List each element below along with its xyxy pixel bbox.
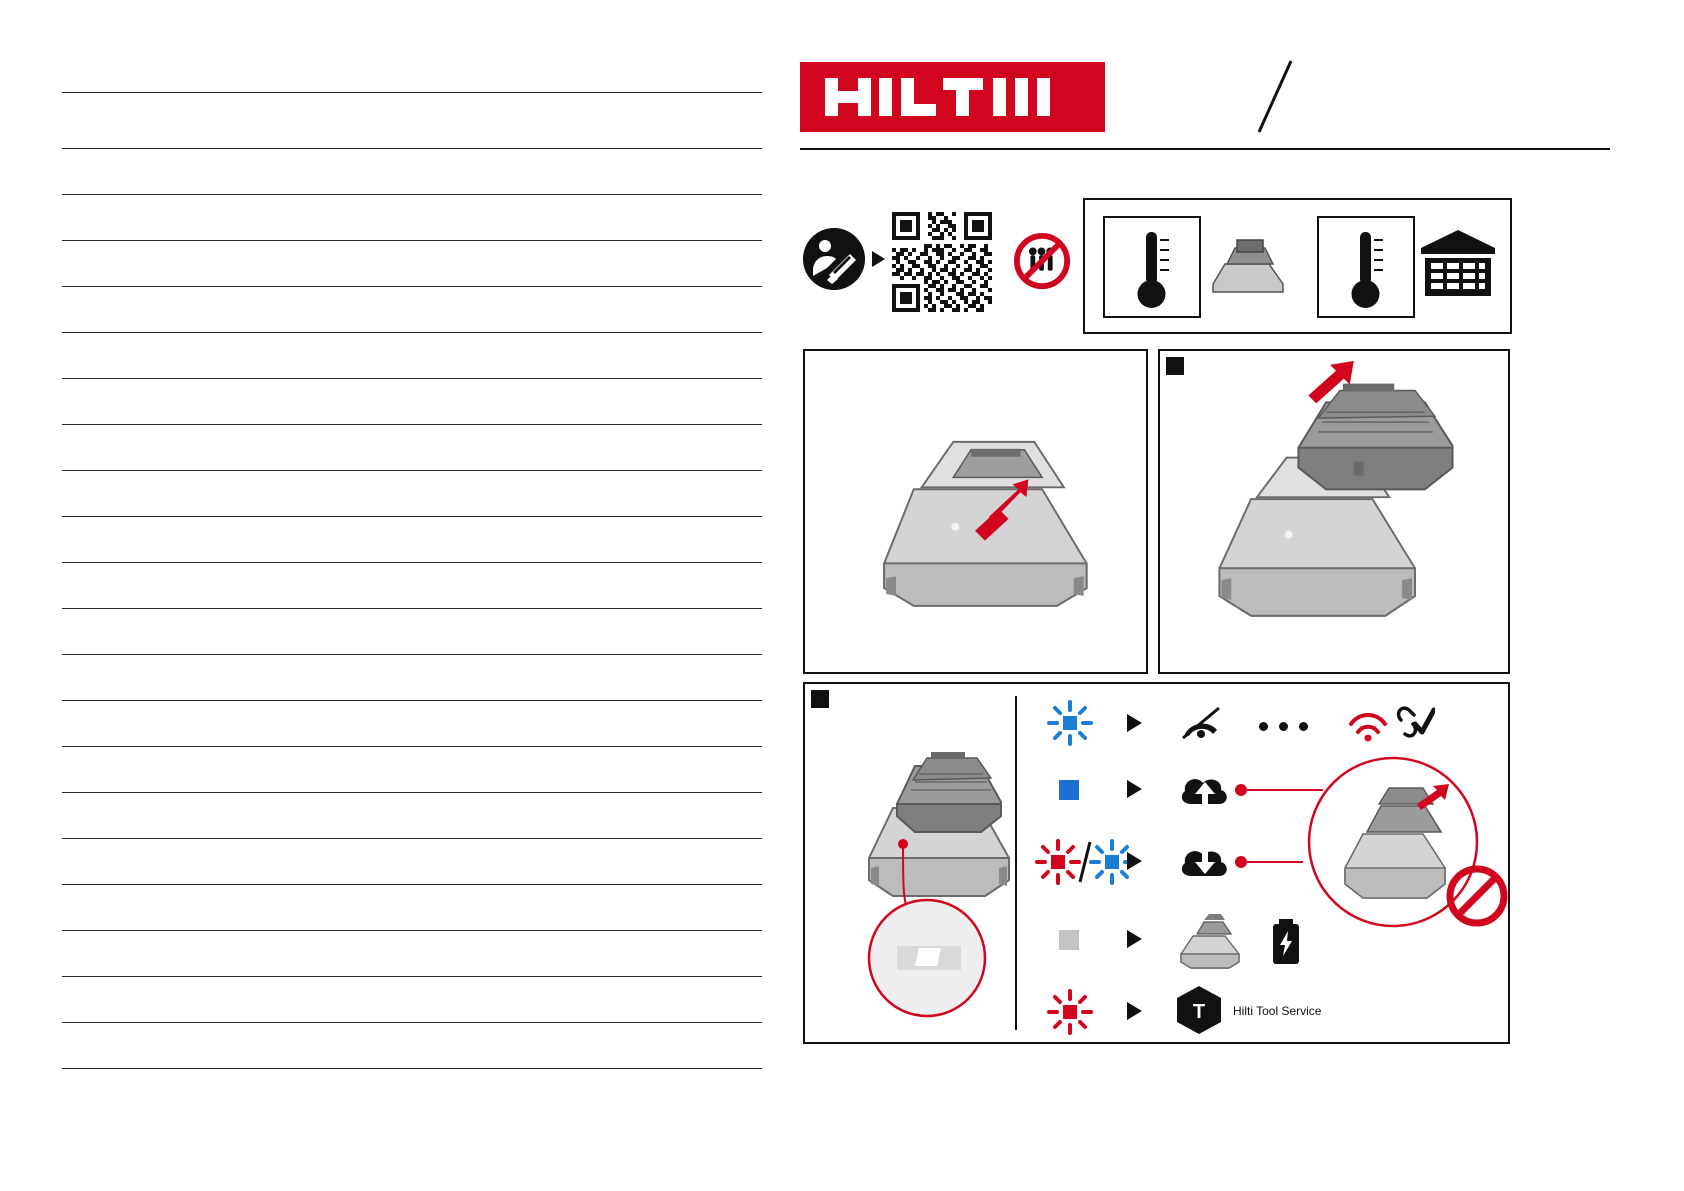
rule-line	[62, 332, 762, 333]
legend-divider	[1015, 696, 1017, 1030]
panel-insert-battery	[803, 349, 1148, 674]
charger-led-detail-illustration	[841, 708, 1031, 1028]
battery-charging-icon	[1269, 918, 1303, 966]
red-flashing-led-icon	[1047, 988, 1093, 1036]
legend-row	[1027, 984, 1507, 1046]
link-check-icon	[1393, 700, 1435, 742]
rule-line	[62, 424, 762, 425]
arrow-right-icon	[1127, 780, 1142, 798]
rule-line	[62, 240, 762, 241]
do-not-remove-callout	[1295, 756, 1515, 936]
rule-line	[62, 286, 762, 287]
rule-line	[62, 838, 762, 839]
temperature-conditions-box	[1083, 198, 1512, 334]
rule-line	[62, 1068, 762, 1069]
grey-off-led-icon	[1057, 928, 1081, 952]
callout-line-download	[1233, 850, 1303, 874]
rule-line	[62, 194, 762, 195]
rule-line	[62, 516, 762, 517]
charger-remove-illustration	[1160, 351, 1508, 672]
rule-line	[62, 792, 762, 793]
dots-progress-icon	[1259, 718, 1319, 736]
legend-row	[1027, 912, 1507, 974]
rule-line	[62, 930, 762, 931]
qr-code	[892, 212, 992, 312]
read-operating-instructions-icon	[803, 228, 865, 290]
legend-row	[1027, 692, 1507, 754]
panel-led-status	[803, 682, 1510, 1044]
thermometer-icon	[1319, 218, 1413, 316]
blue-flashing-led-icon	[1047, 700, 1093, 746]
cloud-upload-icon	[1177, 766, 1233, 814]
rule-line	[62, 746, 762, 747]
rule-line	[62, 700, 762, 701]
rule-line	[62, 378, 762, 379]
tool-service-label: Hilti Tool Service	[1233, 1004, 1322, 1018]
no-connection-icon	[1179, 704, 1223, 742]
rule-line	[62, 884, 762, 885]
charger-icon	[1173, 914, 1249, 970]
thermometer-frame-charging	[1103, 216, 1201, 318]
rule-line	[62, 470, 762, 471]
symbol-row	[800, 190, 1610, 335]
hilti-tool-service-icon	[1173, 984, 1225, 1036]
ruled-writing-area	[62, 92, 762, 1052]
arrow-right-icon	[1127, 930, 1142, 948]
arrow-right-icon	[1127, 714, 1142, 732]
thermometer-frame-storage	[1317, 216, 1415, 318]
blue-steady-led-icon	[1057, 778, 1081, 802]
storage-building-icon	[1419, 228, 1497, 300]
rule-line	[62, 148, 762, 149]
rule-line	[62, 1022, 762, 1023]
charger-insert-illustration	[805, 351, 1146, 672]
play-arrow-icon	[872, 251, 885, 267]
rule-line	[62, 976, 762, 977]
red-flashing-led-icon	[1035, 838, 1081, 886]
led-status-legend	[1027, 692, 1507, 1037]
rule-line	[62, 654, 762, 655]
hilti-logo	[800, 62, 1105, 132]
thermometer-icon	[1105, 218, 1199, 316]
wifi-link-ok-icon	[1345, 702, 1395, 742]
cloud-download-icon	[1177, 838, 1233, 886]
rule-line	[62, 608, 762, 609]
svg-text:T: T	[1192, 1001, 1206, 1023]
step-marker-2	[811, 690, 829, 708]
no-household-waste-icon	[1013, 232, 1071, 290]
header-divider	[800, 148, 1610, 150]
slash-mark	[1255, 58, 1295, 136]
rule-line	[62, 562, 762, 563]
arrow-right-icon	[1127, 1002, 1142, 1020]
panel-remove-battery	[1158, 349, 1510, 674]
instruction-panel	[800, 0, 1630, 1191]
step-marker-1	[1166, 357, 1184, 375]
rule-line	[62, 92, 762, 93]
arrow-right-icon	[1127, 852, 1142, 870]
charger-icon	[1205, 228, 1291, 300]
